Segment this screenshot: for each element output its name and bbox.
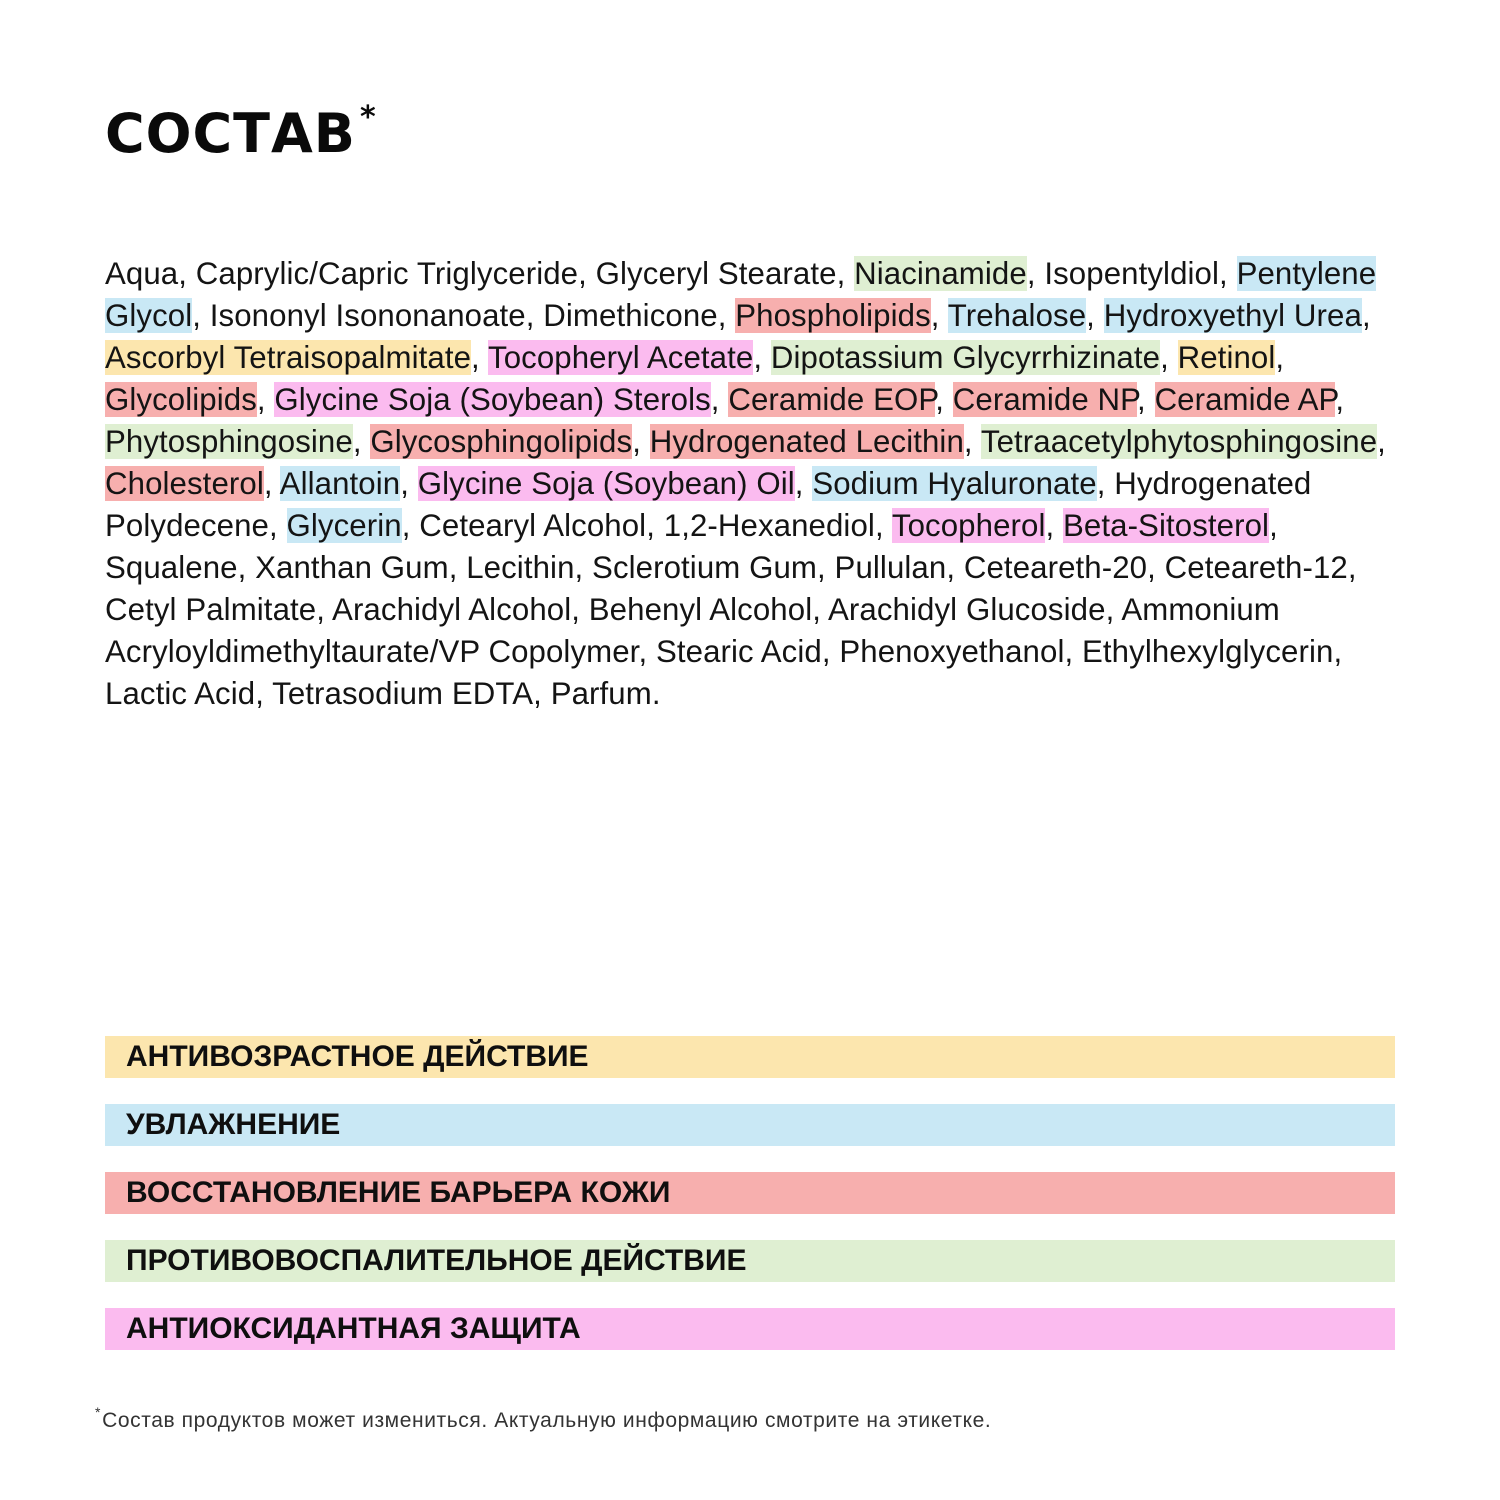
footnote-text: Состав продуктов может измениться. Актуальную информацию смотрите на этикетке. [102, 1409, 992, 1432]
ingredient: Cetyl Palmitate [105, 592, 317, 627]
ingredient-highlighted-moisture: Hydroxyethyl Urea [1103, 298, 1362, 333]
ingredient-highlighted-barrier: Ceramide NP [952, 382, 1138, 417]
ingredient: Lecithin [466, 550, 575, 585]
ingredient-highlighted-antioxidant: Beta-Sitosterol [1063, 508, 1270, 543]
title-asterisk: * [359, 100, 377, 135]
ingredient-highlighted-moisture: Glycerin [286, 508, 402, 543]
ingredient: Lactic Acid [105, 676, 256, 711]
ingredient: Arachidyl Glucoside [828, 592, 1106, 627]
ingredient-highlighted-moisture: Trehalose [947, 298, 1087, 333]
ingredient-highlighted-barrier: Hydrogenated Lecithin [649, 424, 964, 459]
legend-item-antiage [105, 1036, 1395, 1078]
ingredient: Sclerotium Gum [592, 550, 818, 585]
ingredient: Isopentyldiol [1044, 256, 1220, 291]
ingredients-list: Aqua, Caprylic/Capric Triglyceride, Glyceryl Stearate, Niacinamide, Isopentyldiol, Pentylene Glycol, Isononyl Isononanoate, Dimethicone, Phospholipids, Trehalose, Hydroxyethyl Urea, Ascorbyl Tetraisopalmitate, Tocopheryl Acetate, Dipotassium Glycyrrhizinate, Retinol, Glycolipids, Glycine Soja (Soybean) Sterols, Ceramide EOP, Ceramide NP, Ceramide AP, Phytosphingosine, Glycosphingolipids, Hydrogenated Lecithin, Tetraacetylphytosphingosine, Cholesterol, Allantoin, Glycine Soja (Soybean) Oil, Sodium Hyaluronate, Hydrogenated Polydecene, Glycerin, Cetearyl Alcohol, 1,2-Hexanediol, Tocopherol, Beta-Sitosterol, Squalene, Xanthan Gum, Lecithin, Sclerotium Gum, Pullulan, Ceteareth-20, Ceteareth-12, Cetyl Palmitate, Arachidyl Alcohol, Behenyl Alcohol, Arachidyl Glucoside, Ammonium Acryloyldimethyltaurate/VP Copolymer, Stearic Acid, Phenoxyethanol, Ethylhexylglycerin, Lactic Acid, Tetrasodium EDTA, Parfum. [105, 256, 1386, 711]
title-text: СОСТАВ [105, 102, 356, 165]
legend-label: ВОССТАНОВЛЕНИЕ БАРЬЕРА КОЖИ [126, 1176, 671, 1209]
ingredient: Ceteareth-12 [1164, 550, 1348, 585]
page-title [105, 88, 377, 170]
ingredient-highlighted-moisture: Sodium Hyaluronate [812, 466, 1097, 501]
legend-label: УВЛАЖНЕНИЕ [126, 1108, 341, 1141]
ingredient: Tetrasodium EDTA [272, 676, 534, 711]
ingredient: Behenyl Alcohol [588, 592, 813, 627]
ingredient-highlighted-barrier: Glycosphingolipids [370, 424, 633, 459]
legend [105, 1036, 1395, 1376]
ingredient: Hydrogenated Polydecene [105, 466, 1312, 543]
footnote [95, 1406, 991, 1433]
ingredient: Isononyl Isononanoate [209, 298, 526, 333]
legend-item-antiinflammatory [105, 1240, 1395, 1282]
ingredient-highlighted-antiage: Retinol [1177, 340, 1276, 375]
legend-label: АНТИВОЗРАСТНОЕ ДЕЙСТВИЕ [126, 1040, 589, 1073]
ingredient-highlighted-barrier: Ceramide EOP [728, 382, 936, 417]
ingredient-highlighted-moisture: Allantoin [279, 466, 401, 501]
legend-item-antioxidant [105, 1308, 1395, 1350]
ingredient: Squalene [105, 550, 238, 585]
ingredient-highlighted-antioxidant: Tocopherol [891, 508, 1046, 543]
ingredient-highlighted-antioxidant: Glycine Soja (Soybean) Oil [417, 466, 795, 501]
ingredient: Cetearyl Alcohol [419, 508, 647, 543]
ingredient-highlighted-moisture: Pentylene Glycol [105, 256, 1377, 333]
ingredient: Ethylhexylglycerin [1082, 634, 1334, 669]
ingredient-highlighted-barrier: Cholesterol [105, 466, 264, 501]
ingredient-highlighted-antioxidant: Tocopheryl Acetate [488, 340, 754, 375]
ingredient: Arachidyl Alcohol [332, 592, 572, 627]
ingredient: Caprylic/Capric Triglyceride [195, 256, 579, 291]
ingredient-highlighted-antioxidant: Glycine Soja (Soybean) Sterols [274, 382, 711, 417]
legend-label: ПРОТИВОВОСПАЛИТЕЛЬНОЕ ДЕЙСТВИЕ [126, 1244, 747, 1277]
footnote-asterisk: * [95, 1404, 102, 1420]
ingredient: Pullulan [834, 550, 947, 585]
ingredient-highlighted-antiinflammatory: Dipotassium Glycyrrhizinate [770, 340, 1161, 375]
legend-item-barrier [105, 1172, 1395, 1214]
ingredient: Xanthan Gum [255, 550, 449, 585]
ingredient-highlighted-antiinflammatory: Niacinamide [854, 256, 1027, 291]
ingredient-highlighted-antiinflammatory: Phytosphingosine [105, 424, 353, 459]
legend-item-moisture [105, 1104, 1395, 1146]
ingredient: Dimethicone [543, 298, 718, 333]
ingredient: Ceteareth-20 [963, 550, 1148, 585]
ingredient-highlighted-barrier: Glycolipids [105, 382, 257, 417]
ingredient-highlighted-barrier: Ceramide AP [1154, 382, 1336, 417]
ingredient-highlighted-barrier: Phospholipids [735, 298, 931, 333]
ingredient: Phenoxyethanol [839, 634, 1065, 669]
ingredient: 1,2-Hexanediol [663, 508, 875, 543]
ingredient: Glyceryl Stearate [595, 256, 837, 291]
ingredient: Parfum [550, 676, 652, 711]
legend-label: АНТИОКСИДАНТНАЯ ЗАЩИТА [126, 1312, 581, 1345]
ingredient: Aqua [105, 256, 179, 291]
ingredient-highlighted-antiage: Ascorbyl Tetraisopalmitate [105, 340, 472, 375]
ingredient: Ammonium Acryloyldimethyltaurate/VP Copolymer [105, 592, 1280, 669]
ingredient: Stearic Acid [655, 634, 822, 669]
ingredient-highlighted-antiinflammatory: Tetraacetylphytosphingosine [980, 424, 1378, 459]
